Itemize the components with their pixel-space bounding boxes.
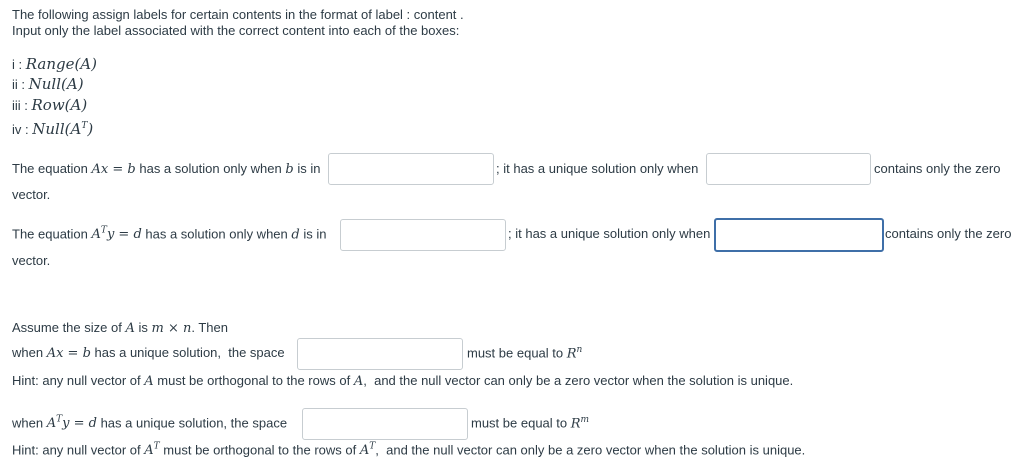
instruction-line-2: Input only the label associated with the correct content into each of the boxes: [12, 23, 460, 38]
q4-hint: Hint: any null vector of $A^T$ must be orthogonal to the rows of $A^T$, and the null vector can only be a zero vector when the solution is unique. [12, 442, 806, 459]
q1-sentence: The equation Ax = b has a solution only when b is in [12, 161, 321, 177]
q2-text-c: ; it has a unique solution only when [508, 226, 711, 241]
q4-answer-box[interactable] [302, 408, 468, 440]
label-roman: i [12, 57, 15, 72]
q1-text-d: contains only the zero [874, 161, 1001, 176]
label-item-ii: ii : Null(A) [12, 75, 84, 93]
q1-text-e: vector. [12, 187, 51, 202]
q2-text-e: vector. [12, 253, 51, 268]
q3-assume: Assume the size of A is m × n. Then [12, 320, 228, 336]
label-item-iv: iv : $Null(A^T)$ [12, 120, 94, 138]
q1-answer-box-1[interactable] [328, 153, 494, 185]
q1-text-c: ; it has a unique solution only when [496, 161, 699, 176]
q2-text-d: contains only the zero [885, 226, 1012, 241]
q2-answer-box-2[interactable] [714, 218, 884, 252]
q1-equation: Ax = b [91, 162, 136, 177]
label-content: Null(A) [28, 75, 84, 93]
instruction-line-1: The following assign labels for certain contents in the format of label : content . [12, 7, 464, 22]
label-item-iii: iii : Row(A) [12, 96, 88, 114]
label-roman: ii [12, 77, 18, 92]
label-item-i: i : Range(A) [12, 55, 97, 73]
q3-hint: Hint: any null vector of A must be orthogonal to the rows of A, and the null vector can only be a zero vector when the solution is unique. [12, 373, 794, 389]
label-content: Row(A) [31, 96, 88, 114]
q4-sentence: when $A^Ty = d$ has a unique solution, the space [12, 415, 288, 432]
label-content: $Null(A^T)$ [32, 120, 94, 138]
label-roman: iv [12, 122, 22, 137]
q2-sentence: The equation $A^Ty = d$ has a solution only when d is in [12, 226, 327, 243]
q1-answer-box-2[interactable] [706, 153, 871, 185]
q4-must-equal: must be equal to $R^m$ [471, 415, 590, 432]
q2-equation: $A^Ty = d$ [91, 226, 142, 243]
q3-must-equal: must be equal to $R^n$ [467, 345, 583, 362]
q2-answer-box-1[interactable] [340, 219, 506, 251]
q3-sentence: when Ax = b has a unique solution, the space [12, 345, 285, 361]
label-content: Range(A) [25, 55, 97, 73]
q3-answer-box[interactable] [297, 338, 463, 370]
label-roman: iii [12, 98, 21, 113]
